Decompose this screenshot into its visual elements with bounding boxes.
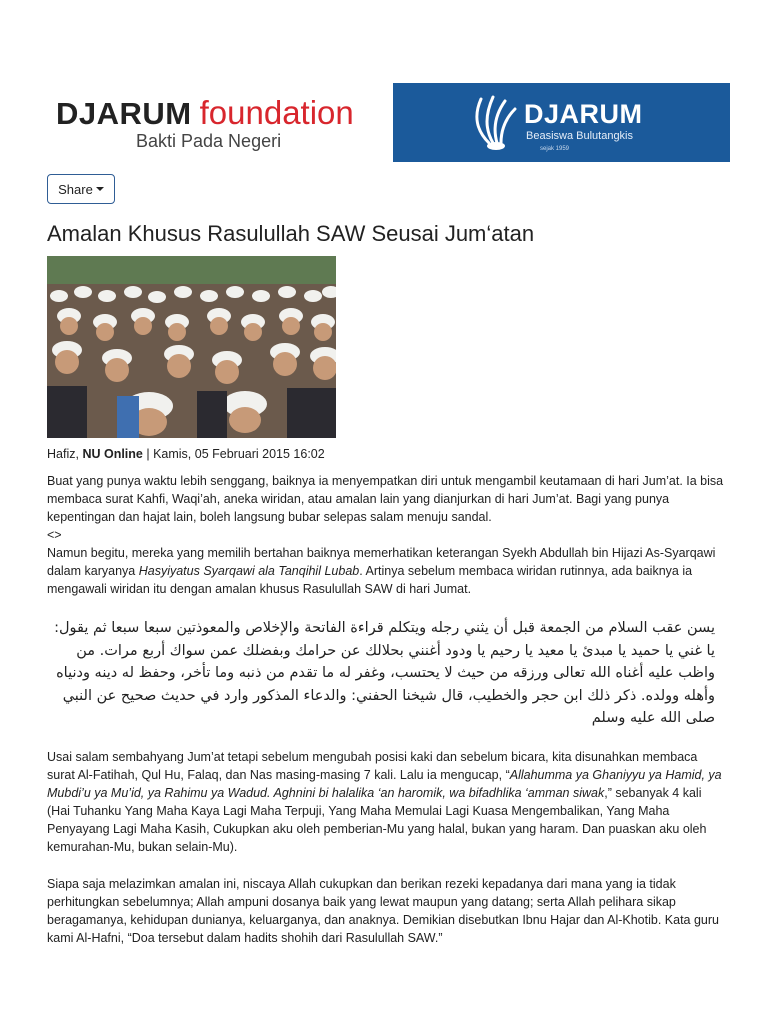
paragraph-3 (47, 748, 727, 856)
paragraph-1-text: Buat yang punya waktu lebih senggang, baiknya ia menyempatkan diri untuk mengambil keutamaan di hari Jum’at. Ia bisa membaca surat Kahfi, Waqi’ah, aneka wiridan, atau amalan lain yang dianjurkan di hari Jum’at. Bagi yang punya kepentingan dan hajat lain, boleh langsung bubar selepas salam menuju sandal. (47, 474, 724, 524)
paragraph-2-text-a: Namun begitu, mereka yang memilih bertahan baiknya memerhatikan keterangan Syekh Abdullah bin Hijazi As-Syarqawi dalam karyanya (47, 546, 716, 578)
byline-author: Hafiz, (47, 447, 79, 461)
paragraph-2-text-b: . Artinya sebelum membaca wiridan rutinnya, ada baiknya ia mengawali wiridan itu dengan amalan khusus Rasulullah SAW di hari Jumat. (47, 564, 693, 596)
marker-text: <> (47, 528, 62, 542)
caret-down-icon (96, 187, 104, 191)
byline-date: | Kamis, 05 Februari 2015 16:02 (146, 447, 325, 461)
share-button[interactable] (47, 174, 115, 204)
banner-tagline: Bakti Pada Negeri (136, 131, 282, 151)
arabic-quote: يسن عقب السلام من الجمعة قبل أن يثني رجله ويتكلم قراءة الفاتحة والإخلاص والمعوذتين سبعا سبعا ثم يقول: يا غني يا حميد يا مبدئ يا معيد يا رحيم يا ودود أغنني بحلالك عن حرامك وبفضلك عمن سواك أربع مرات. من واظب عليه أغناه الله تعالى ورزقه من حيث لا يحتسب، وغفر له ما تقدم من ذنبه وما تأخر، وحفظ له دينه ودنياه وأهله وولده. ذكر ذلك ابن حجر والخطيب، قال شيخنا الحفني: والدعاء المذكور وارد في حديث صحيح عن النبي صلى الله عليه وسلم (54, 620, 715, 726)
logo-foundation-text: foundation (199, 94, 354, 131)
shuttlecock-icon (463, 93, 519, 153)
paragraph-3-text-a: Usai salam sembahyang Jum’at tetapi sebelum mengubah posisi kaki dan sebelum bicara, kita disunahkan membaca surat Al-Fatihah, Qul Hu, Falaq, dan Nas masing-masing 7 kali. Lalu ia mengucap, “ (47, 750, 698, 782)
crowd-praying-photo (47, 256, 336, 438)
paragraph-3-prayer: Allahumma ya Ghaniyyu ya Hamid, ya Mubdi’u ya Mu’id, ya Rahimu ya Wadud. Aghnini bi halalika ‘an haromik, wa bifadhlika ‘amman siwak (47, 768, 722, 800)
paragraph-4: Siapa saja melazimkan amalan ini, niscaya Allah cukupkan dan berikan rezeki kepadanya dari mana yang ia tidak perhitungkan sebelumnya; Allah ampuni dosanya baik yang lewat maupun yang datang; serta Allah pelihara sikap beragamanya, kehidupan dunianya, keluarganya, dan anaknya. Demikian disebutkan Ibnu Hajar dan Al-Khotib. Kata guru kami Al-Hafni, “Doa tersebut dalam hadits shohih dari Rasulullah SAW.” (47, 877, 719, 945)
beasiswa-subtitle: Beasiswa Bulutangkis (526, 130, 634, 142)
djarum-logo-text: DJARUM (524, 99, 643, 129)
article-photo (47, 256, 336, 438)
djarum-beasiswa-banner[interactable] (393, 83, 730, 162)
article-byline (47, 447, 325, 461)
logo-brand-text: DJARUM (56, 96, 192, 131)
paragraph-3-text-b: ,” sebanyak 4 kali (Hai Tuhanku Yang Maha Kaya Lagi Maha Terpuji, Yang Maha Memulai Lagi Kuasa Mengembalikan, Yang Maha Penyayang Lagi Maha Kasih, Cukupkan aku oleh pemberian-Mu yang halal, bukan yang haram. Dan puaskan aku oleh kemurahan-Mu, bukan selain-Mu). (47, 786, 707, 854)
byline-source[interactable]: NU Online (82, 447, 143, 461)
article-title: Amalan Khusus Rasulullah SAW Seusai Jum‘atan (47, 221, 535, 246)
djarum-foundation-banner[interactable] (40, 82, 380, 162)
share-button-label: Share (58, 181, 93, 197)
djarum-foundation-logo (56, 94, 354, 132)
paragraph-1 (47, 472, 727, 598)
paragraph-2-book-title: Hasyiyatus Syarqawi ala Tanqihil Lubab (138, 564, 360, 578)
since-text: sejak 1959 (540, 146, 570, 152)
